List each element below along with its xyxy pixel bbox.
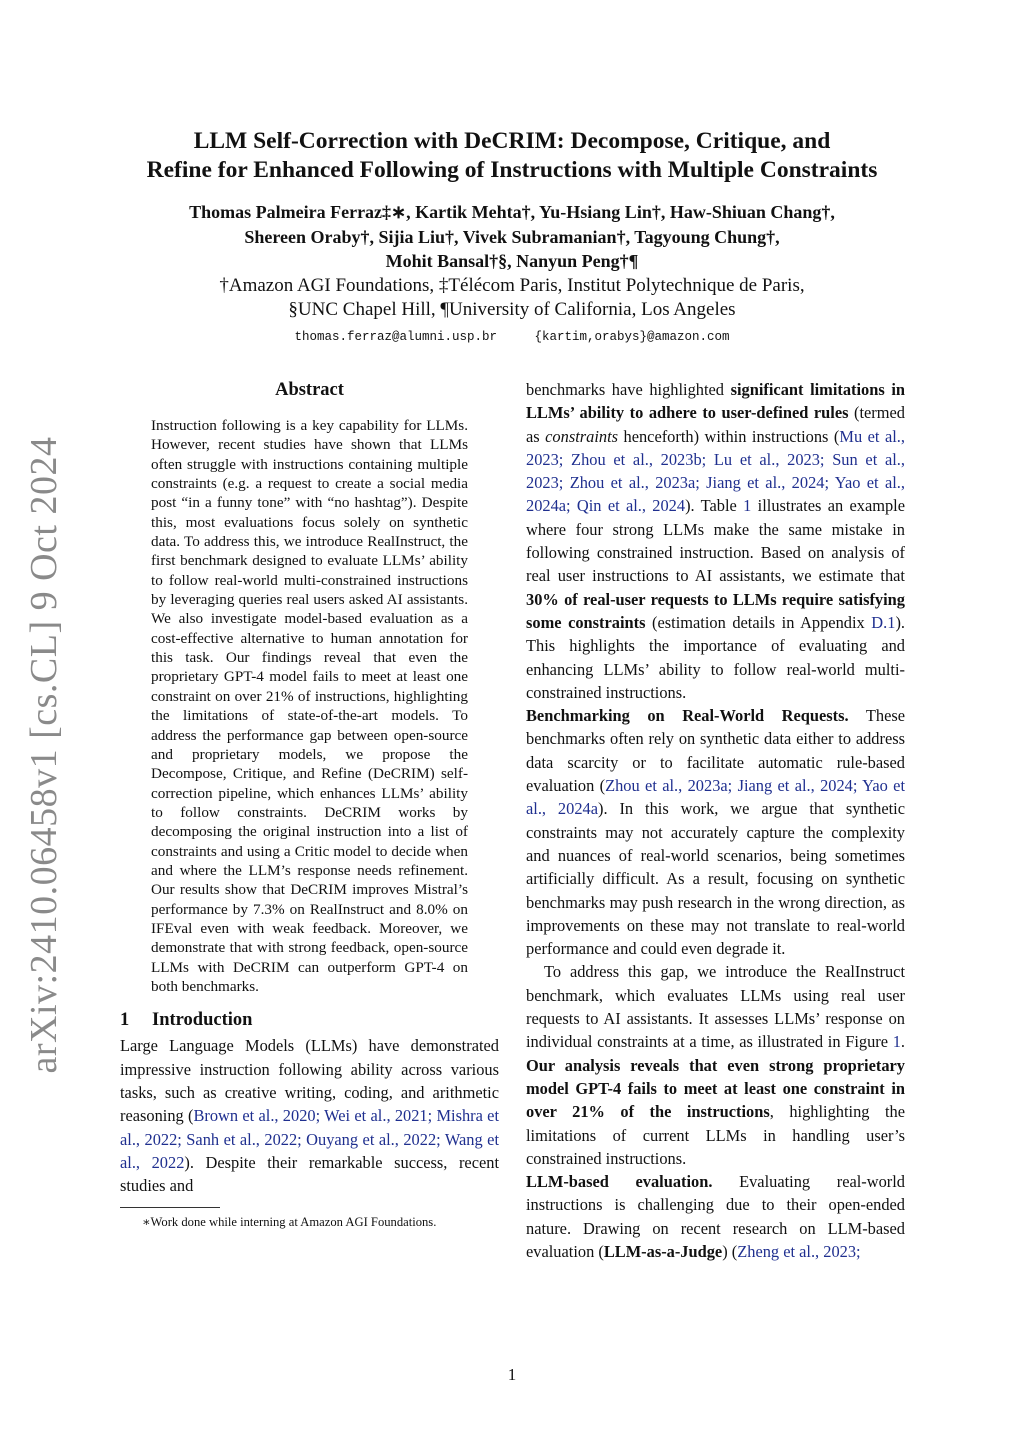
paragraph-llm-evaluation <box>526 1170 905 1263</box>
author-line-2: Shereen Oraby†, Sijia Liu†, Vivek Subramanian†, Tagyoung Chung†, <box>244 226 780 247</box>
text-run: To address this gap, we introduce the RealInstruct benchmark, which evaluates LLMs using real user requests to AI assistants. It assesses LLMs’ response on individual constraints at a time, as illustrated in Figure <box>526 962 905 1052</box>
text-run: Large Language Models (LLMs) have demonstrated impressive instruction following ability across various tasks, such as creative writing, coding, and arithmetic reasoning ( <box>120 1036 499 1126</box>
text-run: (estimation details in Appendix <box>645 612 872 632</box>
italic-text: constraints <box>545 426 619 446</box>
email-2[interactable]: {kartim,orabys}@amazon.com <box>534 329 730 344</box>
bold-text: significant limitations in LLMs’ ability to adhere to user-defined rules <box>526 380 906 423</box>
citation-link[interactable]: Brown et al., 2020; Wei et al., 2021; Mishra et al., 2022; Sanh et al., 2022; Ouyang et al., 2022; Wang et al., 2022 <box>120 1106 499 1172</box>
left-column <box>120 378 499 1231</box>
text-run: (termed as <box>526 403 905 446</box>
text-run: ). Table <box>685 496 744 516</box>
section-title: Introduction <box>152 1010 253 1031</box>
paragraph-heading: LLM-based evaluation. <box>526 1172 713 1192</box>
email-1[interactable]: thomas.ferraz@alumni.usp.br <box>294 329 497 344</box>
appendix-ref-link[interactable]: D.1 <box>871 612 896 632</box>
citation-link[interactable]: Zhou et al., 2023a; Jiang et al., 2024; Yao et al., 2024a <box>526 776 905 819</box>
citation-link[interactable]: Mu et al., 2023; Zhou et al., 2023b; Lu et al., 2023; Sun et al., 2023; Zhou et al., 2023a; Jiang et al., 2024; Yao et al., 2024a; Qin et al., 2024 <box>526 426 905 516</box>
author-block <box>100 200 924 348</box>
intro-paragraph <box>120 1034 499 1197</box>
text-run: ) ( <box>722 1241 738 1261</box>
text-run: ). This highlights the importance of evaluating and enhancing LLMs’ ability to follow real-world multi-constrained instructions. <box>526 612 905 702</box>
text-run: benchmarks have highlighted <box>526 380 731 399</box>
title-line-1: LLM Self-Correction with DeCRIM: Decompose, Critique, and <box>193 128 831 154</box>
affiliation-line-2: §UNC Chapel Hill, ¶University of California, Los Angeles <box>288 299 736 320</box>
author-line-3: Mohit Bansal†§, Nanyun Peng†¶ <box>385 251 639 271</box>
abstract-heading: Abstract <box>275 380 344 400</box>
citation-link[interactable]: Zheng et al., 2023; <box>737 1241 861 1261</box>
paragraph-limitations <box>526 378 905 704</box>
footnote: ∗Work done while interning at Amazon AGI Foundations. <box>142 1215 437 1230</box>
figure-ref-link[interactable]: 1 <box>892 1032 901 1052</box>
email-line <box>100 326 924 348</box>
title-line-2: Refine for Enhanced Following of Instructions with Multiple Constraints <box>146 157 878 183</box>
page-number: 1 <box>507 1365 517 1384</box>
bold-text: LLM-as-a-Judge <box>603 1241 723 1261</box>
right-column <box>526 378 905 1263</box>
bold-text: 30% of real-user requests to LLMs require satisfying some constraints <box>526 589 905 632</box>
text-run: henceforth) within instructions ( <box>618 426 840 446</box>
paragraph-benchmarking <box>526 704 905 960</box>
text-run: illustrates an example where four strong LLMs make the same mistake in following constrained instruction. Based on analysis of real user instructions to AI assistants, we estimate that <box>526 496 905 586</box>
paper-title <box>100 127 924 185</box>
abstract-text: Instruction following is a key capability for LLMs. However, recent studies have shown that LLMs often struggle with instructions containing multiple constraints (e.g. a request to create a social media post “in a funny tone” with “no hashtag”). Despite this, most evaluations focus solely on synthetic data. To address this, we introduce RealInstruct, the first benchmark designed to evaluate LLMs’ ability to follow real-world multi-constrained instructions by leveraging queries real users asked AI assistants. We also investigate model-based evaluation as a cost-effective alternative to human annotation for this task. Our findings reveal that even the proprietary GPT-4 model fails to meet at least one constraint on over 21% of instructions, highlighting the limitations of state-of-the-art models. To address the performance gap between open-source and proprietary models, we propose the Decompose, Critique, and Refine (DeCRIM) self-correction pipeline, which enhances LLMs’ ability to follow constraints. DeCRIM works by decomposing the original instruction into a list of constraints and using a Critic model to decide when and where the LLM’s response needs refinement. Our results show that DeCRIM improves Mistral’s performance by 7.3% on RealInstruct and 8.0% on IFEval even with weak feedback. Moreover, we demonstrate that with strong feedback, open-source LLMs with DeCRIM can outperform GPT-4 on both benchmarks. <box>151 417 468 995</box>
text-run: ). In this work, we argue that synthetic constraints may not accurately capture the complexity and nuances of real-world scenarios, being sometimes artificially difficult. As a result, focusing on synthetic benchmarks may push research in the wrong direction, as improvements on these may not translate to real-world performance and could even degrade it. <box>526 799 905 959</box>
affiliation-line-1: †Amazon AGI Foundations, ‡Télécom Paris, Institut Polytechnique de Paris, <box>219 274 805 296</box>
paragraph-realinstruct <box>526 960 905 1170</box>
text-run: ). Despite their remarkable success, recent studies and <box>120 1152 499 1196</box>
text-run: Evaluating real-world instructions is challenging due to their open-ended nature. Drawing on recent research on LLM-based evaluation ( <box>526 1172 905 1261</box>
paragraph-heading: Benchmarking on Real-World Requests. <box>526 706 849 726</box>
footnote-rule <box>120 1207 220 1208</box>
text-run: , highlighting the limitations of current LLMs in handling user’s constrained instructions. <box>526 1102 905 1168</box>
text-run: These benchmarks often rely on synthetic data either to address data scarcity or to facilitate automatic rule-based evaluation ( <box>526 706 905 796</box>
text-run: . <box>900 1032 905 1052</box>
arxiv-identifier: arXiv:2410.06458v1 [cs.CL] 9 Oct 2024 <box>23 436 65 1074</box>
table-ref-link[interactable]: 1 <box>743 496 752 516</box>
section-number: 1 <box>120 1010 130 1031</box>
bold-text: Our analysis reveals that even strong proprietary model GPT-4 fails to meet at least one constraint in over 21% of the instructions <box>526 1055 905 1122</box>
section-heading-introduction <box>120 1008 499 1032</box>
author-line-1: Thomas Palmeira Ferraz‡∗, Kartik Mehta†, Yu-Hsiang Lin†, Haw-Shiuan Chang†, <box>189 202 835 222</box>
